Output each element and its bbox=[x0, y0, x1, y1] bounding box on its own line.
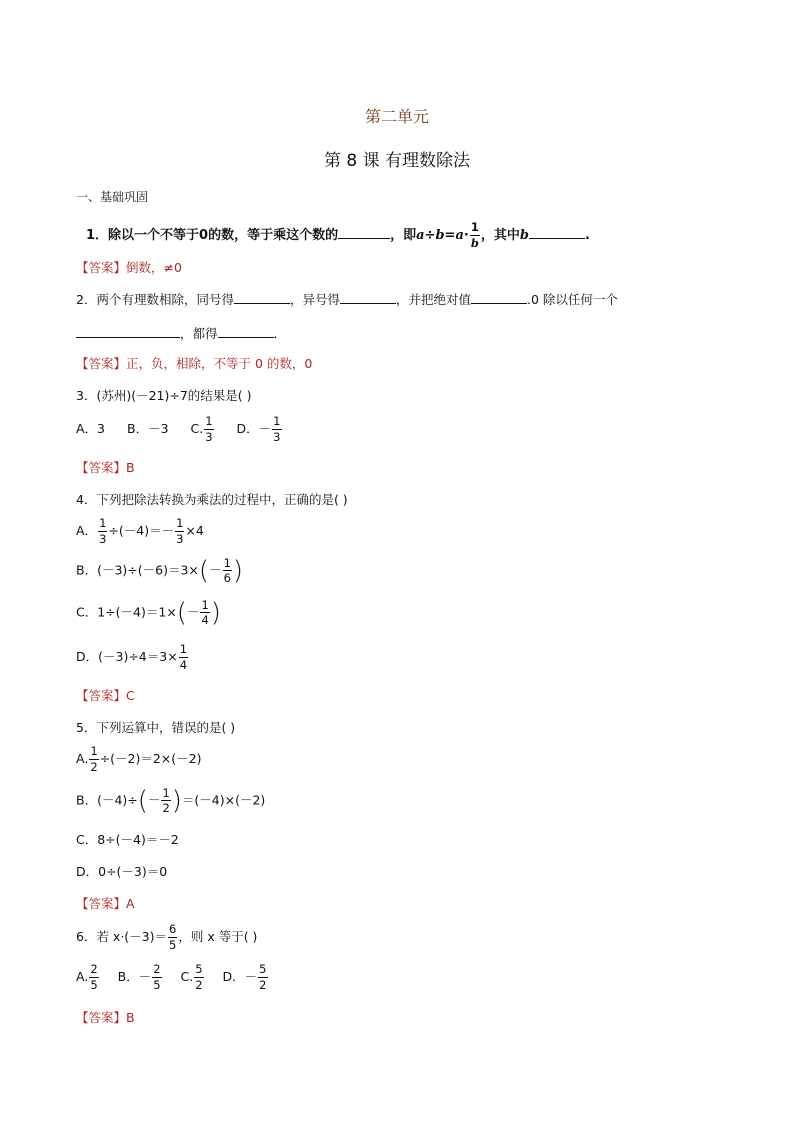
q4-option-b: B．(－3)÷(－6)＝3×(－ $\frac{1}{6}$ ) bbox=[76, 555, 244, 586]
q1-formula-dot: · bbox=[463, 228, 469, 243]
question-6-options bbox=[76, 964, 269, 991]
lesson-title: 第 8 课 有理数除法 bbox=[323, 151, 471, 171]
q5-option-d: D．0÷(－3)＝0 bbox=[76, 864, 168, 879]
question-4-stem: 4．下列把除法转换为乘法的过程中，正确的是( ) bbox=[76, 492, 348, 507]
q2-text-f: . bbox=[273, 326, 278, 341]
question-3-stem: 3．(苏州)(－21)÷7的结果是( ) bbox=[76, 388, 252, 403]
q6-option-d: D．－ $\frac{5}{2}$ bbox=[222, 962, 267, 992]
section-heading: 一、基础巩固 bbox=[76, 190, 149, 204]
q1-mid: ，即 bbox=[390, 228, 417, 243]
q1-formula-b: b bbox=[435, 228, 445, 243]
q2-blank-5 bbox=[218, 325, 274, 338]
q1-blank-1 bbox=[338, 226, 390, 239]
q4-b-fraction: $\frac{1}{6}$ bbox=[223, 555, 231, 585]
q6-option-b: B．－ $\frac{2}{5}$ bbox=[117, 962, 161, 992]
q2-blank-3 bbox=[471, 291, 527, 304]
q1-end: . bbox=[585, 228, 590, 243]
q4-d-fraction: $\frac{1}{4}$ bbox=[179, 642, 188, 672]
unit-title: 第二单元 bbox=[364, 107, 429, 126]
q6-option-c: C. $\frac{5}{2}$ bbox=[180, 962, 203, 992]
q2-text-c: ，并把绝对值 bbox=[395, 292, 471, 307]
question-1 bbox=[86, 222, 590, 249]
q2-text-e: ，都得 bbox=[180, 326, 218, 341]
q1-fraction bbox=[470, 222, 480, 249]
q2-text-d: .0 除以任何一个 bbox=[527, 292, 618, 307]
q1-suffix: ，其中 bbox=[480, 228, 520, 243]
question-3-options bbox=[76, 416, 283, 443]
answer-1: 【答案】倒数，≠0 bbox=[76, 260, 182, 275]
q4-a-fraction-1: $\frac{1}{3}$ bbox=[99, 516, 107, 546]
q4-option-d: D．(－3)÷4＝3× $\frac{1}{4}$ bbox=[76, 642, 188, 672]
q3-option-c: C. $\frac{1}{3}$ bbox=[190, 414, 213, 444]
q2-text-b: ，异号得 bbox=[289, 292, 340, 307]
q5-a-fraction: $\frac{1}{2}$ bbox=[90, 744, 98, 774]
question-6-stem: 6．若 x·(－3)＝ $\frac{6}{5}$ ，则 x 等于( ) bbox=[76, 922, 258, 952]
q2-blank-1 bbox=[234, 291, 290, 304]
q1-frac-den: b bbox=[470, 235, 479, 250]
answer-5: 【答案】A bbox=[76, 896, 135, 911]
q1-formula-div: ÷ bbox=[424, 228, 436, 243]
q2-text-a: 2．两个有理数相除，同号得 bbox=[76, 292, 234, 307]
q1-formula-a2: a bbox=[455, 228, 464, 243]
q4-c-fraction: $\frac{1}{4}$ bbox=[201, 597, 209, 627]
q1-formula-a: a bbox=[416, 228, 425, 243]
answer-4: 【答案】C bbox=[76, 688, 135, 703]
q4-option-c: C．1÷(－4)＝1×(－ $\frac{1}{4}$ ) bbox=[76, 597, 221, 628]
q5-b-fraction: $\frac{1}{2}$ bbox=[162, 785, 170, 815]
q1-blank-2 bbox=[529, 226, 585, 239]
answer-2: 【答案】正，负，相除，不等于 0 的数，0 bbox=[76, 356, 313, 371]
q4-a-fraction-2: $\frac{1}{3}$ bbox=[176, 516, 184, 546]
answer-3: 【答案】B bbox=[76, 460, 135, 475]
q5-option-a: A. $\frac{1}{2}$ ÷(－2)＝2×(－2) bbox=[76, 744, 202, 774]
q2-blank-4 bbox=[76, 325, 180, 338]
question-2-line-2 bbox=[76, 324, 278, 342]
q6-stem-fraction: $\frac{6}{5}$ bbox=[169, 922, 177, 952]
q5-option-c: C．8÷(－4)＝－2 bbox=[76, 832, 179, 847]
answer-6: 【答案】B bbox=[76, 1010, 135, 1025]
q4-option-a: A． $\frac{1}{3}$ ÷(－4)＝－ $\frac{1}{3}$ ×4 bbox=[76, 516, 204, 546]
q3-option-c-fraction: $\frac{1}{3}$ bbox=[205, 414, 213, 444]
q1-var: b bbox=[519, 228, 529, 243]
q1-frac-num: 1 bbox=[470, 220, 479, 234]
q3-option-d-fraction: $\frac{1}{3}$ bbox=[273, 414, 281, 444]
q1-formula-eq: = bbox=[444, 228, 456, 243]
q3-option-a: A．3 bbox=[76, 421, 106, 436]
q1-prefix: 1．除以一个不等于0的数，等于乘这个数的 bbox=[86, 228, 339, 243]
q3-option-d: D．－ $\frac{1}{3}$ bbox=[236, 414, 281, 444]
q6-option-a: A. $\frac{2}{5}$ bbox=[76, 962, 98, 992]
q5-option-b: B．(－4)÷(－ $\frac{1}{2}$ )＝(－4)×(－2) bbox=[76, 785, 266, 816]
q2-blank-2 bbox=[340, 291, 396, 304]
question-2-line-1 bbox=[76, 290, 618, 308]
q3-option-b: B．－3 bbox=[127, 421, 169, 436]
question-5-stem: 5．下列运算中，错误的是( ) bbox=[76, 720, 236, 735]
